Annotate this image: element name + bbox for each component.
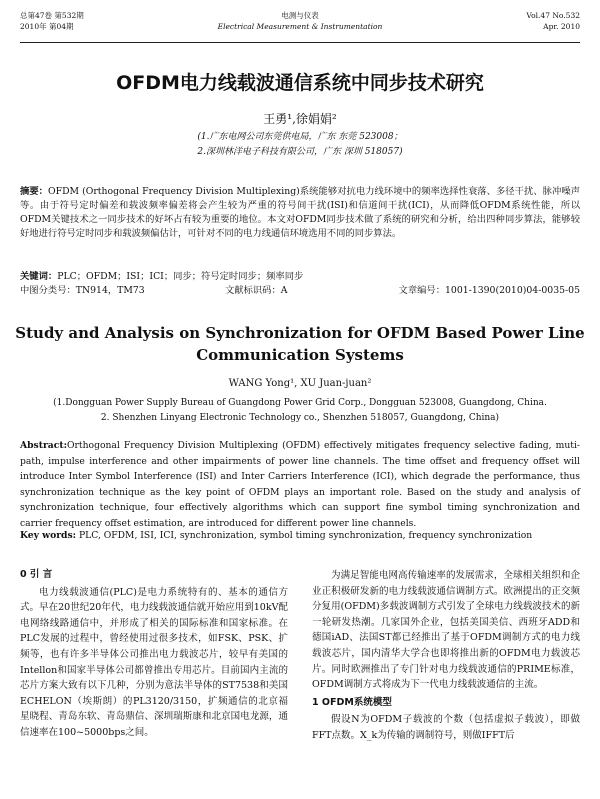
body-column-left <box>20 565 288 741</box>
abstract-chinese <box>20 185 580 241</box>
affiliations-english <box>0 396 600 426</box>
affiliation-cn-1: (1.广东电网公司东莞供电局，广东 东莞 523008； <box>197 132 403 142</box>
model-paragraph: 假设N为OFDM子载波的个数（包括虚拟子载波），即做FFT点数。X_k为传输的调制符号，则做IFFT后 <box>312 714 580 741</box>
title-en-line1: Study and Analysis on Synchronization for OFDM Based Power Line <box>15 324 585 342</box>
keywords-en-label: Key words: <box>20 530 77 541</box>
abstract-cn-text: OFDM (Orthogonal Frequency Division Multiplexing)系统能够对抗电力线环境中的频率选择性衰落、多径干扰、脉冲噪声等。由于符号定时偏差和载波频率偏差将会产生较为严重的符号间干扰(ISI)和信道间干扰(ICI)，从而降低OFDM系统性能，所以OFDM关键技术之一同步技术的好坏占有较为重要的地位。本文对OFDM同步技术做了系统的研究和分析，给出四种同步算法，能够较好地进行符号定时同步和载波频偏估计，可针对不同的电力线通信环境选用不同的同步算法。 <box>20 186 580 239</box>
header-year-issue: 2010年 第04期 <box>20 22 74 31</box>
header-vol-no: Vol.47 No.532 <box>526 11 580 20</box>
abstract-english <box>20 438 580 531</box>
article-number: 文章编号：1001-1390(2010)04-0035-05 <box>398 285 580 296</box>
header-right <box>526 10 580 32</box>
title-chinese: OFDM电力线载波通信系统中同步技术研究 <box>116 72 484 94</box>
header-center <box>20 10 580 32</box>
header-volume: 总第47卷 第532期 <box>20 11 84 20</box>
abstract-cn-label: 摘要： <box>20 186 49 197</box>
affiliation-en-2: 2. Shenzhen Linyang Electronic Technology co., Shenzhen 518057, Guangdong, China) <box>100 413 500 423</box>
affiliation-en-1: (1.Dongguan Power Supply Bureau of Guangdong Power Grid Corp., Dongguan 523008, Guangdong, China. <box>53 398 547 408</box>
clc-number: 中图分类号：TN914，TM73 <box>20 285 145 296</box>
section-1-heading: 1 OFDM系统模型 <box>312 696 392 708</box>
authors-english: WANG Yong¹, XU Juan-juan² <box>228 378 372 389</box>
journal-name-en: Electrical Measurement & Instrumentation <box>217 22 383 31</box>
intro-paragraph-1: 电力线载波通信(PLC)是电力系统特有的、基本的通信方式。早在20世纪20年代，电力线载波通信就开始应用到10kV配电网络线路通信中，并形成了相关的国际标准和国家标准。在PLC发展的过程中，曾经使用过很多技术，如FSK、PSK、扩频等，也有许多半导体公司推出电力载波芯片，较早有美国的Intellon和国家半导体公司都曾推出专用芯片。目前国内主流的芯片方案大致有以下几种，分别为意法半导体的ST7538和美国ECHELON（埃斯朗）的PL3120/3150，扩频通信的北京福星晓程、青岛东软、青岛鼎信、深圳瑞斯康和北京国电龙源，通信速率在100~5000bps之间。 <box>20 586 288 738</box>
document-code: 文献标识码：A <box>225 285 288 296</box>
header-date: Apr. 2010 <box>543 22 580 31</box>
title-en-line2: Communication Systems <box>196 346 404 364</box>
body-column-right <box>312 568 580 744</box>
keywords-english <box>20 530 580 541</box>
title-english <box>0 322 600 366</box>
abstract-en-label: Abstract: <box>20 440 67 451</box>
journal-name-cn: 电测与仪表 <box>281 11 319 20</box>
affiliations-chinese <box>0 130 600 160</box>
affiliation-cn-2: 2.深圳林洋电子科技有限公司，广东 深圳 518057) <box>197 147 403 157</box>
keywords-chinese <box>20 268 580 282</box>
running-header <box>20 6 580 43</box>
keywords-cn-text: PLC；OFDM；ISI；ICI；同步；符号定时同步；频率同步 <box>57 271 304 282</box>
authors-chinese: 王勇¹,徐娟娟² <box>263 112 337 126</box>
section-0-heading: 0 引 言 <box>20 569 53 580</box>
keywords-en-text: PLC, OFDM, ISI, ICI, synchronization, symbol timing synchronization, frequency synchronization <box>78 530 533 541</box>
keywords-cn-label: 关键词： <box>20 271 58 282</box>
abstract-en-text: Orthogonal Frequency Division Multiplexing (OFDM) effectively mitigates frequency selective fading, muti-path, impulse interference and other impairments of power line channels. The time offset and frequency offset will introduce Inter Symbol Interference (ISI) and Inter Carriers Interference (ICI), which degrade the performance, thus synchronization technique as the key point of OFDM plays an important role. Based on the study and analysis of synchronization technique, four effectively algorithms which can support fine symbol timing synchronization and carrier frequency offset estimation, are introduced for different power line channels. <box>20 440 580 529</box>
intro-paragraph-2: 为满足智能电网高传输速率的发展需求，全球相关组织和企业正积极研发新的电力线载波通信调制方式。欧洲提出的正交频分复用(OFDM)多载波调制方式引发了全球电力线载波技术的新一轮研发热潮。几家国外企业，包括美国美信、西班牙ADD和德国iAD、法国ST都已经推出了基于OFDM调制方式的电力线载波芯片，国内清华大学合也即将推出新的OFDM电力载波芯片。同时欧洲推出了专门针对电力线载波通信的PRIME标准，OFDM调制方式将成为下一代电力线载波通信的主流。 <box>312 570 580 691</box>
